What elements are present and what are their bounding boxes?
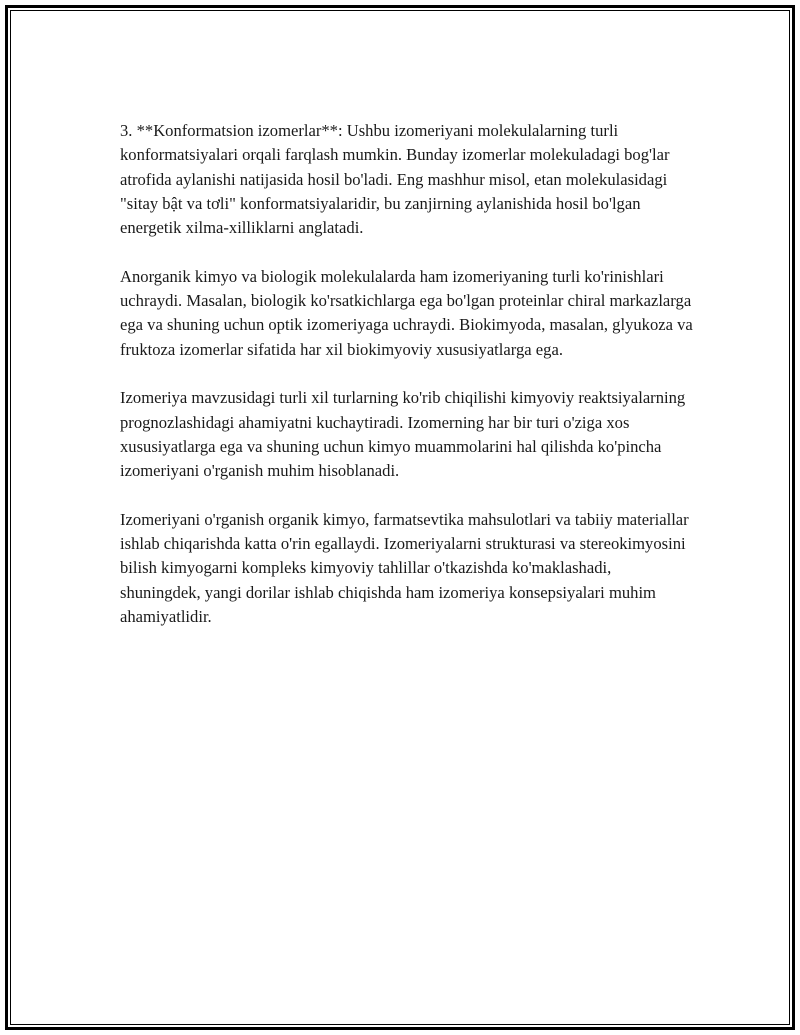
paragraph-konformatsion-izomerlar: 3. **Konformatsion izomerlar**: Ushbu izomeriyani molekulalarning turli konformatsiyalari orqali farqlash mumkin. Bunday izomerlar molekuladagi bog'lar atrofida aylanishi natijasida hosil bo'ladi. Eng mashhur misol, etan molekulasidagi "sitay bật va tơli" konformatsiyalaridir, bu zanjirning aylanishida hosil bo'lgan energetik xilma-xilliklarni anglatadi. [120,121,670,238]
paragraph-anorganik-kimyo: Anorganik kimyo va biologik molekulalarda ham izomeriyaning turli ko'rinishlari uchraydi. Masalan, biologik ko'rsatkichlarga ega bo'lgan proteinlar chiral markazlarga ega va shuning uchun optik izomeriyaga uchraydi. Biokimyoda, masalan, glyukoza va fruktoza izomerlar sifatida har xil biokimyoviy xususiyatlarga ega. [120,266,693,359]
paragraph-izomeriyani-organish: Izomeriyani o'rganish organik kimyo, farmatsevtika mahsulotlari va tabiiy materiallar ishlab chiqarishda katta o'rin egallaydi. Izomeriyalarni strukturasi va stereokimyosini bilish kimyogarni kompleks kimyoviy tahlillar o'tkazishda ko'maklashadi, shuningdek, yangi dorilar ishlab chiqishda ham izomeriya konsepsiyalari muhim ahamiyatlidir. [120,509,689,626]
paragraph-izomeriya-mavzusi: Izomeriya mavzusidagi turli xil turlarning ko'rib chiqilishi kimyoviy reaktsiyalarning prognozlashidagi ahamiyatni kuchaytiradi. Izomerning har bir turi o'ziga xos xususiyatlarga ega va shuning uchun kimyo muammolarini hal qilishda ko'pincha izomeriyani o'rganish muhim hisoblanadi. [120,388,686,481]
page-border [5,5,795,1030]
document-body [120,119,695,654]
